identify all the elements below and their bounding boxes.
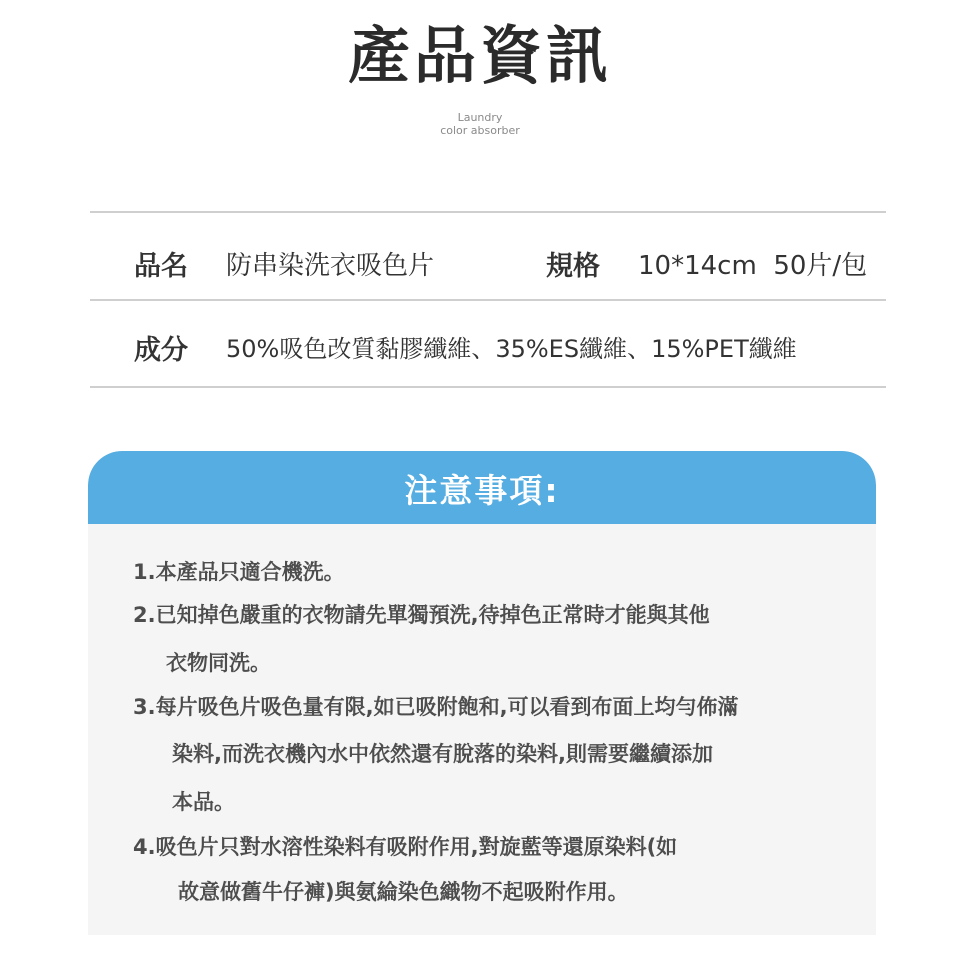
notice-panel <box>88 451 876 935</box>
notice-item-3: 3.每片吸色片吸色量有限,如已吸附飽和,可以看到布面上均勻佈滿 <box>133 695 739 719</box>
divider-middle <box>90 299 886 301</box>
notice-item-1: 1.本產品只適合機洗。 <box>133 560 345 584</box>
notice-header <box>88 451 876 524</box>
notice-item-2: 2.已知掉色嚴重的衣物請先單獨預洗,待掉色正常時才能與其他 <box>133 603 710 627</box>
spec-label: 規格 <box>546 251 600 282</box>
notice-title: 注意事項: <box>404 471 560 510</box>
notice-item-4-cont: 故意做舊牛仔褲)與氨綸染色織物不起吸附作用。 <box>178 880 629 904</box>
page-title: 產品資訊 <box>347 19 612 92</box>
divider-top <box>90 211 886 213</box>
notice-item-4: 4.吸色片只對水溶性染料有吸附作用,對旋藍等還原染料(如 <box>133 835 678 859</box>
notice-item-3-cont-2: 本品。 <box>172 790 235 814</box>
product-subtitle <box>0 111 960 137</box>
notice-item-2-cont: 衣物同洗。 <box>166 651 271 675</box>
composition-value: 50%吸色改質黏膠纖維、35%ES纖維、15%PET纖維 <box>226 335 797 363</box>
divider-bottom <box>90 386 886 388</box>
composition-label: 成分 <box>134 335 188 366</box>
product-name-value: 防串染洗衣吸色片 <box>226 251 435 281</box>
subtitle-line-2: color absorber <box>440 124 520 137</box>
spec-value: 10*14cm 50片/包 <box>638 251 868 281</box>
subtitle-line-1: Laundry <box>457 111 503 124</box>
notice-item-3-cont-1: 染料,而洗衣機內水中依然還有脫落的染料,則需要繼續添加 <box>172 742 713 766</box>
product-name-label: 品名 <box>134 251 188 282</box>
